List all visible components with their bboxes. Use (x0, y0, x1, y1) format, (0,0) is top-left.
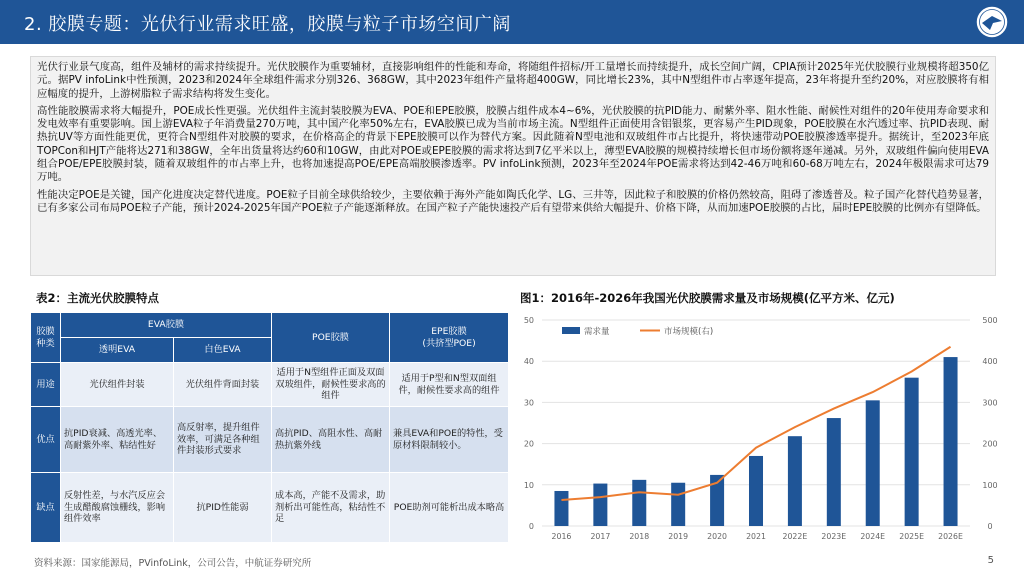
y-tick-right: 0 (987, 522, 993, 531)
legend-label-demand: 需求量 (584, 327, 610, 337)
y-tick-left: 0 (528, 522, 534, 531)
paragraph-localization: 性能决定POE是关键，国产化进度决定替代进度。POE粒子目前全球供给较少，主要依赖于海外产能如陶氏化学、LG、三井等，因此粒子和胶膜的价格仍然较高，阻碍了渗透普及。粒子国产化替代趋势显著，已有多家公司布局POE粒子产能，预计2024-2025年国产POE粒子产能逐渐释放。在国产粒子产能快速投产后有望带来供给大幅提升、价格下降，从而加速POE胶膜的占比，届时EPE胶膜的比例亦有望降低。 (37, 188, 989, 214)
bar-demand (827, 418, 841, 526)
y-tick-left: 20 (523, 439, 534, 449)
table-cell: 高抗PID、高阻水性、高耐热抗紫外线 (272, 407, 390, 473)
x-tick-label: 2022E (782, 532, 808, 541)
x-tick-label: 2017 (590, 532, 611, 541)
y-tick-right: 100 (982, 480, 998, 490)
logo-icon (974, 4, 1010, 40)
table-cell: 兼具EVA和POE的特性，受原材料限制较小。 (390, 407, 509, 473)
transparent-eva-header: 透明EVA (61, 338, 174, 363)
bar-demand (671, 483, 685, 526)
x-tick-label: 2023E (821, 532, 847, 541)
x-tick-label: 2019 (668, 532, 689, 541)
table-cell: 抗PID性能弱 (174, 473, 272, 543)
table-cell: POE助剂可能析出成本略高 (390, 473, 509, 543)
bar-demand (866, 400, 880, 526)
bar-demand (632, 480, 646, 526)
table-title: 表2：主流光伏胶膜特点 (36, 291, 160, 305)
x-tick-label: 2025E (899, 532, 925, 541)
poe-header: POE胶膜 (272, 313, 390, 363)
y-tick-left: 30 (523, 398, 534, 408)
bar-demand (554, 491, 568, 526)
epe-header: EPE胶膜 (共挤型POE) (390, 313, 509, 363)
paragraph-demand: 光伏行业景气度高，组件及辅材的需求持续提升。光伏胶膜作为重要辅材，直接影响组件的性能和寿命，将随组件招标/开工量增长而持续提升，成长空间广阔，CPIA预计2025年光伏胶膜行业规模将超350亿元。据PV infoLink中性预测，2023和2024年全球组件需求分别326、368GW，其中2023年组件产量将超400GW，同比增长23%，其中N型组件市占率逐年提高，23年将提升至约20%，对应胶膜将有相应幅度的提升，上游树脂粒子需求结构将发生变化。 (37, 61, 989, 100)
x-tick-label: 2021 (746, 532, 766, 541)
y-tick-right: 500 (982, 316, 998, 325)
y-tick-right: 200 (982, 439, 998, 449)
row-label-usage: 用途 (31, 363, 61, 407)
x-tick-label: 2020 (707, 532, 728, 541)
y-tick-left: 50 (523, 316, 534, 325)
bar-demand (749, 456, 763, 526)
summary-textbox (30, 56, 996, 276)
page-title: 2. 胶膜专题：光伏行业需求旺盛，胶膜与粒子市场空间广阔 (24, 14, 511, 35)
bar-demand (788, 436, 802, 526)
y-tick-left: 40 (523, 357, 534, 367)
table-corner-header: 胶膜 种类 (31, 313, 61, 363)
y-tick-left: 10 (523, 480, 534, 490)
table-cell: 适用于P型和N型双面组件，耐候性要求高的组件 (390, 363, 509, 407)
legend-label-market: 市场规模(右) (664, 327, 714, 337)
table-cell: 高反射率，提升组件效率，可满足各种组件封装形式要求 (174, 407, 272, 473)
y-tick-right: 400 (982, 357, 998, 367)
header-bar (0, 0, 1024, 44)
eva-group-header: EVA胶膜 (61, 313, 272, 338)
paragraph-poe-growth: 高性能胶膜需求将大幅提升，POE成长性更强。光伏组件主流封装胶膜为EVA、POE和EPE胶膜，胶膜占组件成本4~6%，光伏胶膜的抗PID能力、耐紫外率、阻水性能、耐候性对组件的20年使用寿命要求和发电效率有重要影响。国上游EVA粒子年消费量270万吨，其中国产化率50%左右，EVA胶膜已成为当前市场主流。N型组件正面使用含铝银浆，更容易产生PID现象，POE胶膜在水汽透过率、抗PID表现、耐热抗UV等方面性能更优，更符合N型组件对胶膜的要求，在价格高企的背景下EPE胶膜可以作为替代方案。因此随着N型电池和双玻组件市占比提升，将快速带动POE胶膜渗透率提升。据统计，至2023年底TOPCon和HJT产能将达271和38GW，全年出货量将达约60和10GW，由此对POE或EPE胶膜的需求将达到7亿平米以上，薄型EVA胶膜的规模持续增长但市场份额将逐年递减。另外，双玻组件偏向使用EVA组合POE/EPE胶膜封装，随着双玻组件的市占率上升，也将加速提高POE/EPE高端胶膜渗透率。PV infoLink预测，2023年至2024年POE需求将达到42-46万吨和60-68万吨左右，2024年极限需求可达79万吨。 (37, 104, 989, 184)
row-label-disadvantages: 缺点 (31, 473, 61, 543)
x-tick-label: 2024E (860, 532, 886, 541)
table-cell: 成本高，产能不及需求，助剂析出可能性高，粘结性不足 (272, 473, 390, 543)
x-tick-label: 2026E (938, 532, 963, 541)
chart-container (516, 310, 1000, 546)
row-label-advantages: 优点 (31, 407, 61, 473)
x-tick-label: 2018 (629, 532, 650, 541)
bar-demand (944, 357, 958, 526)
source-note: 资料来源：国家能源局，PVinfoLink，公司公告，中航证券研究所 (34, 558, 312, 569)
legend-swatch-demand (562, 327, 580, 334)
bar-demand (905, 378, 919, 526)
x-tick-label: 2016 (551, 532, 572, 541)
film-comparison-table (30, 312, 508, 542)
bar-demand (593, 484, 607, 526)
page-number: 5 (987, 555, 994, 566)
table-cell: 光伏组件封装 (61, 363, 174, 407)
table-cell: 抗PID衰减、高透光率、高耐紫外率、粘结性好 (61, 407, 174, 473)
chart-title: 图1：2016年-2026年我国光伏胶膜需求量及市场规模(亿平方米、亿元) (520, 291, 895, 305)
table-cell: 光伏组件背面封装 (174, 363, 272, 407)
demand-market-chart (516, 310, 1000, 546)
y-tick-right: 300 (982, 398, 998, 408)
table-cell: 适用于N型组件正面及双面双玻组件，耐候性要求高的组件 (272, 363, 390, 407)
white-eva-header: 白色EVA (174, 338, 272, 363)
table-cell: 反射性差，与水汽反应会生成醋酸腐蚀栅线，影响组件效率 (61, 473, 174, 543)
